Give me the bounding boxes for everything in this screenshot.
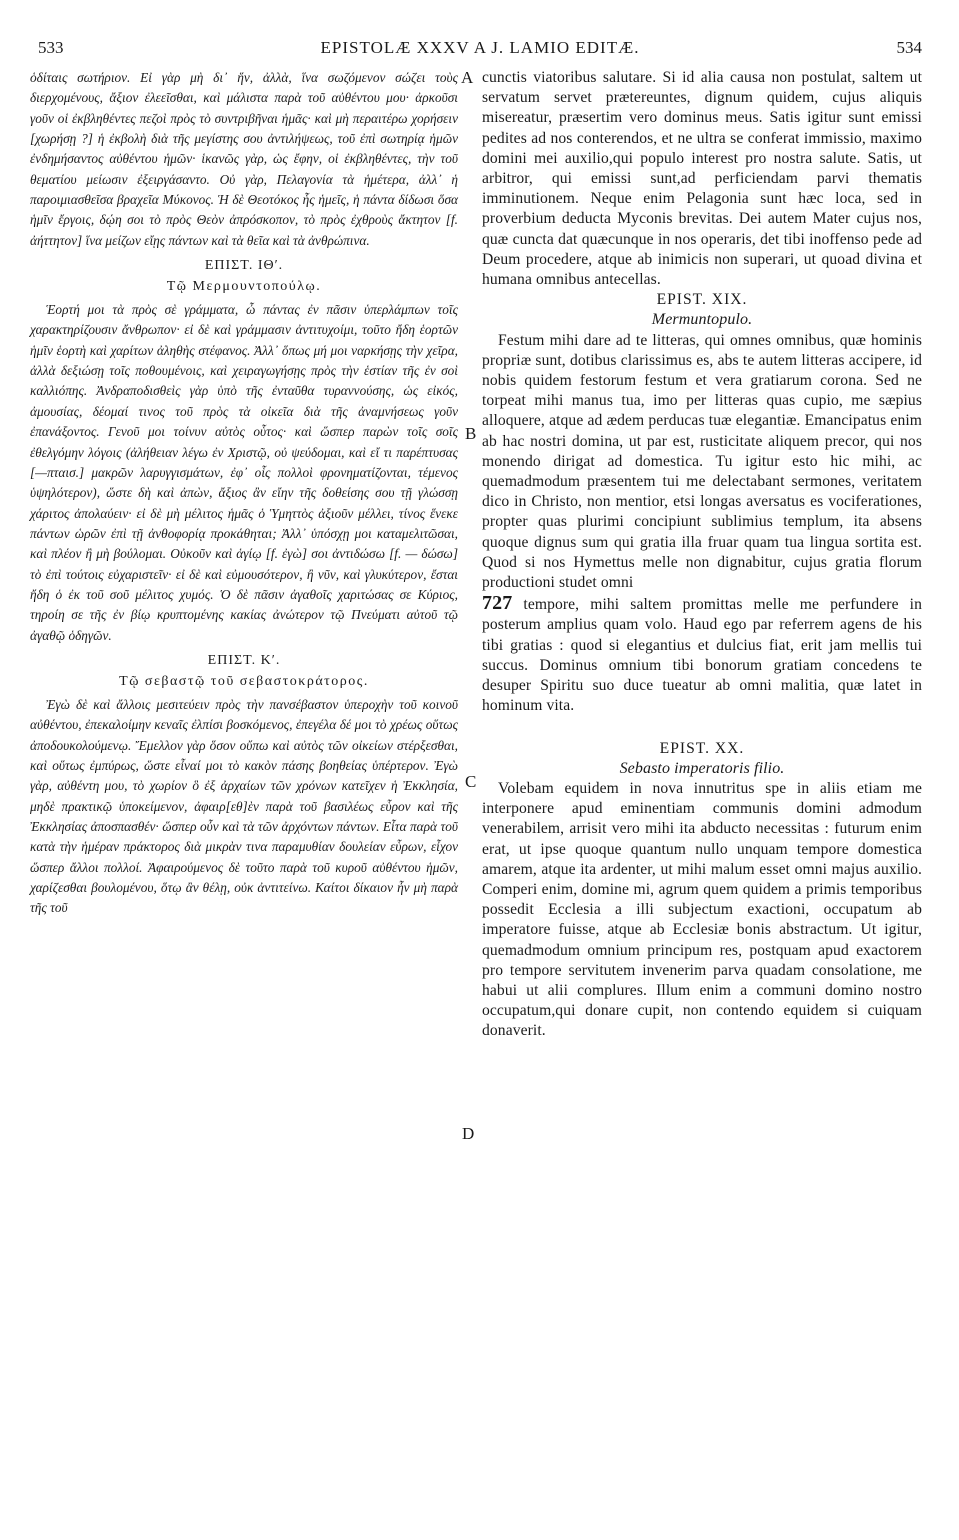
latin-column [482, 68, 922, 1042]
latin-paragraph-2a: Festum mihi dare ad te litteras, qui omnes omnibus, quæ hominis propriæ sunt, dotibus clarissimus es, abs te autem litteras accipere, id nobis quidem festorum festum et vera gratiarum corona. Sed ne torpeat mihi manus tua, imo per litteras quas cupio, me sæpius alloquere, atque ad ædem perducas tuæ elegantiæ. Emancipatus enim ab hac nostri domina, ut par est, rusticitate aliquem precor, qui nos monendo dirigat ad domestica. Tu igitur esto hic mihi, ac quemadmodum præsentem tui me delectabant sermones, veritatem dico in Christo, non mentior, etsi longas aversatus es vociferationes, propter quas plurimi concipiunt sublimius templum, ita absens quoque dignus sum qui gratia illa fruar quam tua lingua sortita est. Quod si nos Hymettus melle non dignabitur, cujus gratia florum productioni studet omni [482, 331, 922, 592]
running-title: EPISTOLÆ XXXV A J. LAMIO EDITÆ. [320, 38, 640, 57]
latin-paragraph-3: Volebam equidem in nova innutritus spe in aliis etiam me interponere apud eminentiam communis domini admodum venerabilem, arrisit vero mihi ita abducto necessitas : futurum enim erat, ut ipse quoque quantum nullo unquam tempore domestica amarem, atque ita ardenter, ut mihi malum esset omni majus auxilio. Comperi enim, domine mi, agrum quem quidem a primis temporibus possedit Ecclesia a illi subjectum exactioni, occupatum ab imperatore fuisse, atque ab Ecclesiæ bonis abstractum. Ut igitur, quemadmodum omnium principum res, postquam apud exactorem pro tempore servitutem invenerim parva quadam consolatione, me habui ut alii complures. Illum enim a communi domino nostro occupatum,qui donare cupit, non contendo equidem si cuiquam donaverit. [482, 779, 922, 1040]
page-header [38, 38, 922, 62]
section-marker-d: D [462, 1124, 475, 1143]
inner-page-number: 727 [482, 592, 513, 615]
latin-paragraph-2b: tempore, mihi saltem promittas melle me perfundere in posterum amplius quam volo. Haud ego par referrem agens de his tibi gratias : quod si elegantius et dulcius fiat, erit jam mellis tui succus. Dominus omnium tibi bonorum gratiam concedens te desuper Spiritu suo duce tueatur ab omni malitia, quæ latet in hominum vita. [482, 596, 923, 715]
section-marker-c: C [465, 772, 477, 791]
section-marker-a: A [461, 68, 474, 87]
page-number-right: 534 [896, 38, 922, 57]
latin-heading-address-19: Mermuntopulo. [651, 311, 753, 329]
section-marker-b: B [465, 424, 477, 443]
greek-heading-address-20: Τῷ σεβαστῷ τοῦ σεβαστοκράτορος. [119, 673, 369, 689]
greek-paragraph-1: ὁδίταις σωτήριον. Εἰ γὰρ μὴ δι᾽ ἥν, ἀλλὰ, ἵνα σωζόμενον σώζει τοὺς διερχομένους, ἄξιον ἐλεεῖσθαι, καὶ μάλιστα παρὰ τοῦ αὐθέντου μου· ἀρκοῦσι γοῦν οἱ ἐκβληθέντες πεζοὶ πρὸς τὸ συντριβῆναι ἡμᾶς· καὶ μὴ περαιτέρω χορήσειν [χωρήσῃ ?] ἡ ἐκβολὴ διὰ τῆς μεγίστης σου ἀντιλήψεως, τοῦ ἐπὶ σωτηρίᾳ ἡμῶν ἐνδημήσαντος αὐθέντου ἡμῶν· ἱκανῶς γὰρ, ὡς ἔφην, οἱ ἐκβληθέντες, τὴν τοῦ θεματίου μείωσιν ἐξειργάσαντο. Οὐ γὰρ, Πελαγονία τὰ ἡμέτερα, ἀλλ᾽ ἡ παροιμιασθεῖσα βραχεῖα Μύκονος. Ἡ δὲ Θεοτόκος ἧς ἡμεῖς, ἡ πάντα δίδωσι ὅσα ἡμῖν ἔργοις, δῴη σοι τὸ πρὸς Θεὸν ἀπρόσκοπον, τὸ πρὸς ἐχθροὺς ἄκτητον [f. ἀήττητον] ἵνα μείζων εἴῃς πάντων καὶ τὰ θεῖα καὶ τὰ ἀνθρώπινα. [30, 70, 458, 248]
greek-heading-epist-20: ΕΠΙΣΤ. Κ′. [207, 652, 281, 668]
page-number-left: 533 [38, 38, 64, 57]
latin-paragraph-1: cunctis viatoribus salutare. Si id alia causa non postulat, saltem ut servatum servet prætereuntes, dignum quidem, cujus aliquis misereatur, præsertim vero dominus meus. Satis igitur sunt emissi pedites ad nos conterendos, et ne ultra se conferat immissio, maximo domini mei auxilio,qui populo interest pro nostra salute. Satis, ut arbitror, qui emissi sunt,ad perficiendam parvi thematis imminutionem. Neque enim Pelagonia sunt hæc loca, sed in proverbium deducta Myconis brevitas. Dei autem Mater cujus nos, quæ cuncta dat quæcunque in nos operaris, det tibi inoffenso pede ad Deum procedere, atque ab inimicis non superari, ut quoad divina et humana omnibus antecellas. [482, 69, 922, 289]
latin-heading-epist-19: EPIST. XIX. [656, 291, 748, 309]
latin-heading-epist-20: EPIST. XX. [659, 739, 745, 757]
greek-paragraph-3: Ἐγὼ δὲ καὶ ἄλλοις μεσιτεύειν πρὸς τὴν πανσέβαστον ὑπεροχὴν τοῦ κοινοῦ αὐθέντου, ἐπεκαλοίμην κεναῖς ἐλπίσι βοσκόμενος, ἐπεγέλα δέ μοι τὸ χρέως οὕτως ἀποδουκολούμενῳ. Ἔμελλον γὰρ ὅσον οὔπω καὶ αὐτὸς τῶν οἰκείων στέρξεσθαι, καὶ οὕτως ἐμπύρως, ὥστε εἶναί μοι τὸ κακὸν πάσης βοηθείας ὑπέρτερον. Ἐγὼ γὰρ, αὐθέντη μου, τὸ χωρίον ὃ ἐξ ἀρχαίων τῶν χρόνων κατεῖχεν ἡ Ἐκκλησία, μηδὲ πρακτικῷ ὑποκείμενον, ἀφαιρ[εθ]ὲν παρὰ τοῦ βασιλέως εὗρον καὶ τῆς Ἐκκλησίας ἀποσπασθέν· ὥσπερ οὖν καὶ τὰ τῶν ἀρχόντων πάντων. Εἶτα παρὰ τοῦ κατὰ τὴν ἡμέραν πράκτορος διὰ μικρὰν τινα παραμυθίαν δουλείαν εὗρων, εἶχον ὥσπερ ἄλλοι πολλοί. Ἀφαιρούμενος δὲ τοῦτο παρὰ τοῦ κυροῦ αὐθέντου ἡμῶν, χαρίζεσθαι βουλομένου, ὅτῳ ἂν θέλῃ, οὐκ ἀντιτείνω. Καίτοι δίκαιον ἦν μὴ παρὰ τῆς τοῦ [30, 696, 458, 916]
greek-paragraph-2: Ἑορτή μοι τὰ πρὸς σὲ γράμματα, ὦ πάντας ἐν πᾶσιν ὑπερλάμπων τοῖς χαρακτηρίζουσιν ἄνθρωπον· εἰ δὲ καὶ γράμμασιν ἀντιτυχοίμι, τοῦτο ἤδη ἑορτῶν ἡμῖν ἑορτὴ καὶ χαρίτων ἀληθὴς στέφανος. Ἀλλ᾽ ὅπως μή μοι ναρκήσῃς τὴν χεῖρα, ἀλλὰ δεξιώσῃ τοῖς ποθουμένοις, καὶ χειραγωγήσῃς πρὸς τὴν ἑστίαν τῆς ἐν σοὶ καλλιόπης. Ἀνδραποδισθεὶς γὰρ ὑπὸ τῆς ἐνταῦθα τυραννούσης, ὡς εἰκός, ἀμουσίας, δέομαί τινος τοῦ πρὸς τὰ οἰκεῖα διὰ τῆς ἀναμνήσεως γοῦν ἐπανάξοντος. Γενοῦ μοι τοίνυν αὐτὸς οὗτος· καὶ ὥσπερ παρὼν τοῖς σοῖς ἐθελγόμην λόγοις (ἀλήθειαν λέγω ἐν Χριστῷ, οὐ ψεύδομαι, καὶ εἴ τι παρέπτυσας [—πταισ.] μακρῶν λαρυγγισμάτων, ἐφ᾽ οἷς πολλοὶ φρονηματίζονται, τέμενος ὑψηλότερον), ὥστε δὴ καὶ ἀπὼν, ἄξιος ἂν εἴην τῆς δοθείσης σου τῇ γλώσσῃ χάριτος ἀπολαύειν· εἰ δὲ μὴ μέλιτος ἡμᾶς ὁ Ὑμηττὸς ἀξιοῦν μέλλει, τίνος ἕνεκε πάντων ὡρῶν ἐπὶ τῇ ἀνθοφορίᾳ προκάθηται; Ἀλλ᾽ ὑπόσχῃ μοι καταμελιτῶσαι, καὶ πλέον ἢ μὴ βούλομαι. Οὐκοῦν καὶ ἁγίῳ [f. ἐγὼ] σοι ἀντιδώσω [f. — δώσω] τὸ ἐπὶ τούτοις εὐχαριστεῖν· εἰ δὲ καὶ εὐμουσότερον, ἢ νῦν, καὶ γλυκύτερον, ἔσται ἤδη ὁ ἐκ τοῦ σοῦ μέλιτος χυμός. Ὁ δὲ πᾶσιν ἀγαθοῖς χαριτώσας σε Κύριος, τηροίη σε τῆς ἐν βίῳ κρυπτομένης κακίας ἀνώτερον τῷ Πνεύματι αὐτοῦ τῷ ἀγαθῷ ὁδηγῶν. [30, 302, 458, 643]
greek-column [30, 68, 458, 919]
greek-heading-epist-19: ΕΠΙΣΤ. ΙΘ′. [204, 258, 284, 274]
latin-paragraph-2 [482, 331, 922, 717]
latin-heading-address-20: Sebasto imperatoris filio. [619, 759, 785, 777]
greek-heading-address-19: Τῷ Μερμουντοπούλῳ. [166, 279, 322, 295]
